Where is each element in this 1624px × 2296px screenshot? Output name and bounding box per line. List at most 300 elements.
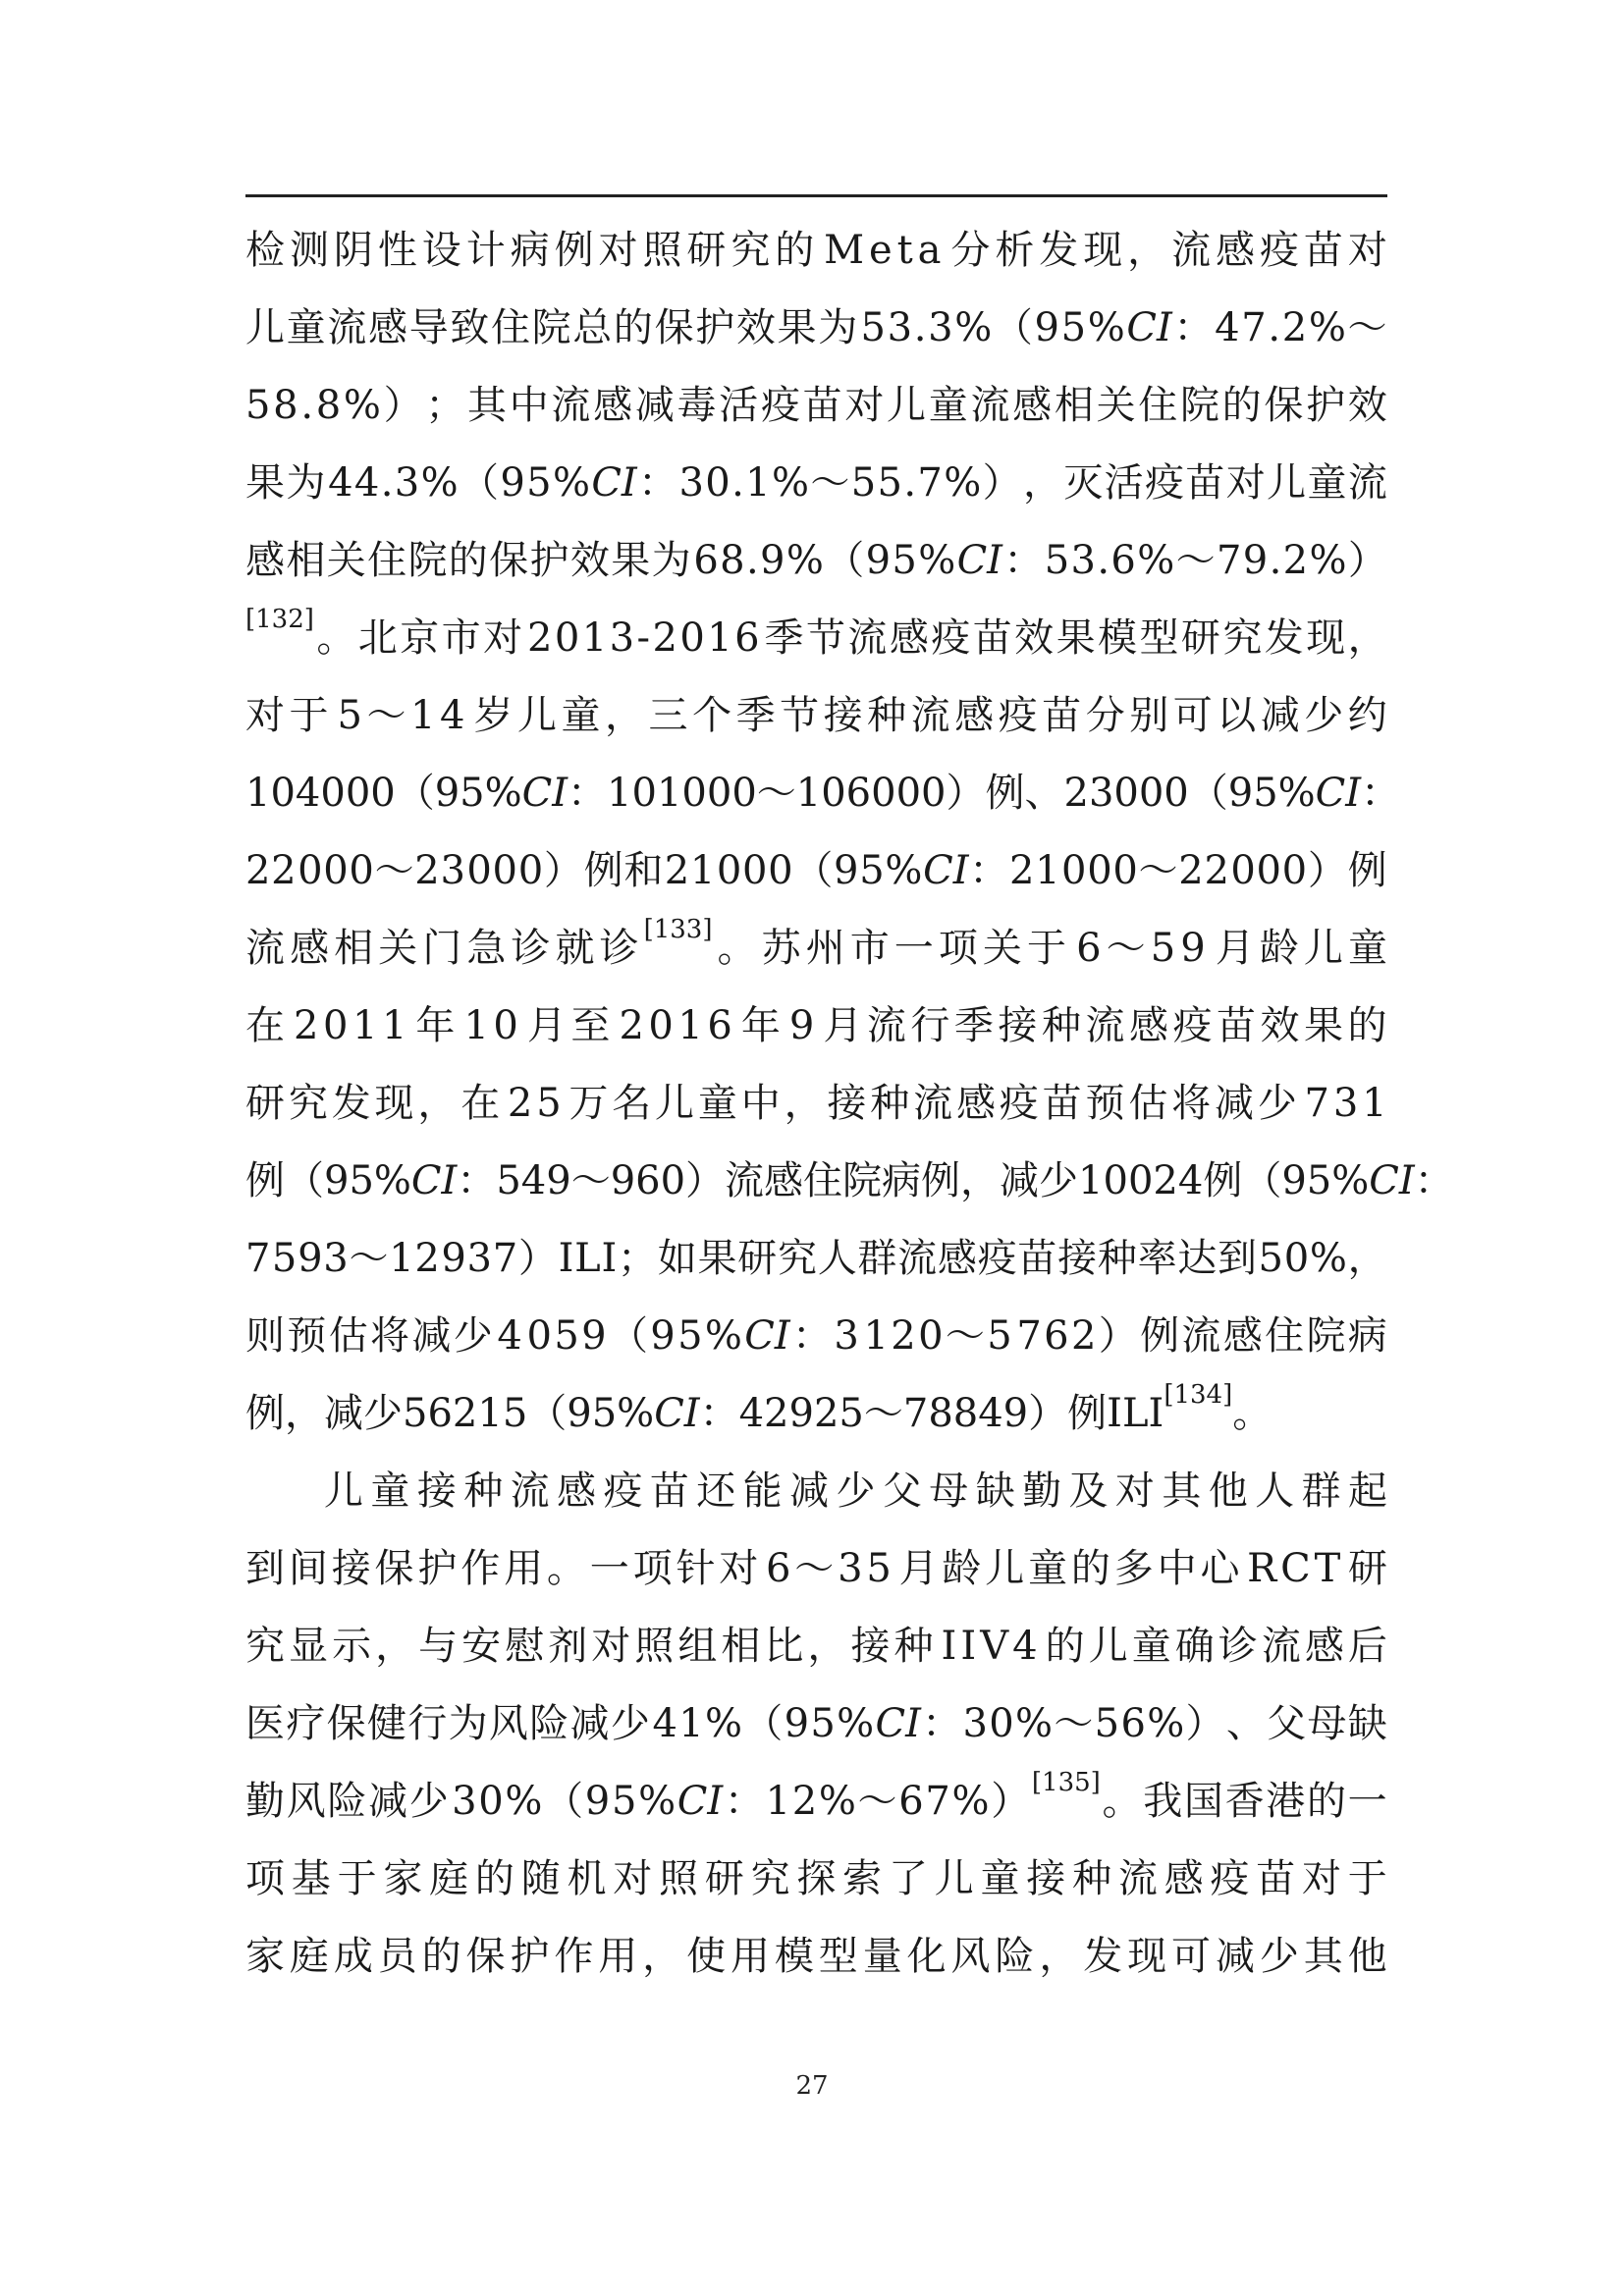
text-char: 险 [327,1779,367,1824]
text-char: 相 [286,538,326,583]
text-char: 到 [1218,1236,1258,1281]
text-char: 对 [844,383,885,428]
text-char: 的 [421,1934,461,1979]
text-char: ； [618,1236,658,1281]
text-char: 5 [1253,771,1278,816]
text-char: 果 [245,460,285,506]
text-char: 流 [913,1081,953,1126]
text-char: 随 [520,1856,561,1901]
text-char: 感 [1128,1003,1168,1048]
text-char: 9 [1242,538,1269,583]
text-char: 感 [557,1468,597,1514]
text-char: 1 [677,1003,703,1048]
text-char: 港 [1266,1779,1306,1824]
text-char: 5 [460,771,485,816]
text-char: 中 [509,383,549,428]
text-char: 儿 [985,1546,1025,1591]
text-char: 家 [383,1856,423,1901]
text-char: 6 [1110,538,1136,583]
text-char: 例 [1067,1391,1108,1436]
text-char: 住 [367,538,407,583]
citation-marker: [133] [643,915,713,944]
text-char: 0 [1061,848,1087,893]
text-char: 6 [1076,926,1102,971]
text-char: 0 [478,1779,504,1824]
text-line [245,1918,1387,1996]
text-char: 到 [245,1546,285,1591]
text-char: 2 [414,848,440,893]
text-char: 达 [1177,1236,1218,1281]
text-line [245,1841,1387,1918]
text-char: 童 [370,1468,410,1514]
text-char: 对 [1114,1468,1155,1514]
text-char: 苗 [972,615,1012,661]
text-char: 1 [678,1701,704,1746]
text-char: 了 [888,1856,928,1901]
text-char: 病 [510,228,550,273]
ci-label: CI [591,460,637,506]
text-char: 1 [607,771,632,816]
text-char: 0 [741,848,768,893]
text-char: 0 [349,848,374,893]
text-char: 1 [656,771,682,816]
text-char: 接 [827,1081,867,1126]
text-char: ～ [1106,926,1146,971]
text-char: 效 [1260,1003,1300,1048]
text-char: 减 [634,383,675,428]
text-char: （ [743,1701,784,1746]
text-char: 及 [1068,1468,1109,1514]
text-char: % [785,538,824,583]
text-char: 5 [892,538,917,583]
text-char: 北 [357,615,398,661]
text-char: 6 [898,1779,924,1824]
text-char: 于 [289,693,329,738]
text-char: 0 [679,615,705,661]
text-char: 2 [271,848,297,893]
text-char: 感 [954,693,995,738]
text-char: 疗 [286,1701,326,1746]
text-char: 儿 [324,1468,363,1514]
text-char: 少 [610,1701,650,1746]
text-line [245,1298,1387,1375]
text-char: 5 [1306,1158,1332,1203]
text-char: 项 [245,1856,285,1901]
text-char: 童 [286,305,326,350]
text-char: 龄 [942,1546,982,1591]
text-char: 导 [408,305,449,350]
text-char: 0 [320,771,346,816]
text-char: 院 [842,1158,883,1203]
text-char: % [343,383,381,428]
text-char: 3 [1070,538,1096,583]
text-char: ， [784,1081,824,1126]
text-char: 流 [970,383,1010,428]
text-char: 苗 [1042,693,1082,738]
text-char: 感 [367,305,407,350]
text-char: ） [383,383,423,428]
text-char: 1 [389,1236,414,1281]
text-char: 1 [581,615,608,661]
text-char: 预 [287,1313,327,1359]
text-char: % [944,460,982,506]
text-char: 4 [440,693,465,738]
text-char: 5 [987,1313,1012,1359]
text-char: % [954,305,993,350]
text-char: 3 [887,305,913,350]
text-char: 1 [745,460,771,506]
text-char: 苗 [1256,1856,1296,1901]
text-char: . [380,460,394,506]
text-char: 究 [288,1081,328,1126]
text-char: 接 [416,1468,457,1514]
text-char: 节 [805,615,845,661]
text-char: 少 [1257,1081,1297,1126]
text-char: 发 [1264,615,1304,661]
text-char: I [960,1624,977,1669]
text-char: 分 [950,228,991,273]
text-char: 儿 [655,1081,695,1126]
text-char: 2 [813,1391,839,1436]
text-char: 感 [955,1081,996,1126]
text-char: ： [1003,538,1044,583]
text-char: 关 [378,926,418,971]
text-char: 6 [693,538,719,583]
text-char: 如 [657,1236,697,1281]
text-char: 就 [555,926,595,971]
text-char: 少 [408,1779,449,1824]
text-char: e [869,228,893,273]
text-line [245,1375,1387,1453]
text-char: ， [1039,1934,1079,1979]
text-char: 2 [507,1081,533,1126]
text-char: 于 [337,1856,377,1901]
text-char: 感 [889,615,929,661]
text-char: 发 [1083,1934,1123,1979]
text-char: 9 [784,1701,810,1746]
text-line [245,1763,1387,1841]
text-char: 流 [245,926,285,971]
text-char: 0 [1164,771,1189,816]
text-char: 2 [619,1003,644,1048]
text-char: 0 [921,771,947,816]
text-char: 阴 [333,228,373,273]
text-char: 0 [681,771,707,816]
text-char: T [1314,1546,1341,1591]
text-char: 对 [483,615,523,661]
text-char: 7 [902,1391,929,1436]
text-char: 将 [1171,1081,1212,1126]
text-char: 儿 [1303,926,1343,971]
text-char: 苗 [802,383,842,428]
text-char: 庭 [289,1934,329,1979]
text-char: 0 [768,848,793,893]
text-line [245,677,1387,755]
text-char: ～ [1054,1701,1094,1746]
text-char: 院 [1306,1313,1346,1359]
text-char: 门 [422,926,462,971]
text-char: % [484,771,522,816]
text-char: 8 [720,538,745,583]
ci-label: CI [1369,1158,1415,1203]
text-char: 析 [995,228,1035,273]
text-char: 中 [740,1081,781,1126]
citation-marker: [132] [245,605,314,634]
text-char: 减 [324,1391,363,1436]
text-char: 流 [725,1158,765,1203]
text-char: 0 [631,771,657,816]
text-char: ， [1347,615,1387,661]
text-char: 7 [1216,538,1242,583]
text-char: （ [544,1779,584,1824]
text-char: 7 [925,1779,950,1824]
text-char: 市 [849,926,890,971]
text-char: 病 [882,1158,922,1203]
text-char: ， [375,1624,415,1669]
text-char: 流 [910,693,950,738]
text-char: 至 [570,1003,611,1048]
text-char: 3 [1088,771,1114,816]
ci-label: CI [956,538,1002,583]
text-char: 减 [789,1468,830,1514]
text-char: 5 [337,693,362,738]
text-char: ～ [857,1779,897,1824]
text-char: 设 [421,228,461,273]
text-char: 院 [407,538,448,583]
text-char: 群 [1301,1468,1341,1514]
text-char: 流 [1261,1624,1301,1669]
text-char: 5 [245,383,271,428]
text-char: 6 [707,1003,732,1048]
text-char: 9 [581,1313,607,1359]
text-char: 的 [1070,1546,1110,1591]
text-char: 少 [1304,693,1344,738]
text-char: 流 [866,1003,906,1048]
text-char: 、 [1225,1701,1266,1746]
text-char: ～ [810,460,850,506]
text-char: 能 [742,1468,783,1514]
text-char: 比 [764,1624,804,1669]
text-char: 人 [1255,1468,1295,1514]
text-char: 童 [1028,1546,1068,1591]
text-char: 儿 [1267,460,1307,506]
text-char: 疫 [998,693,1038,738]
text-char: 1 [245,771,271,816]
text-char: 9 [610,1158,636,1203]
text-char: 0 [821,771,846,816]
text-char: 4 [1215,305,1240,350]
text-char: 1 [352,1003,378,1048]
text-char: 4 [738,1391,765,1436]
text-char: % [638,1779,677,1824]
text-char: （ [793,848,834,893]
text-char: 接 [998,1003,1038,1048]
ci-label: CI [410,1158,458,1203]
text-char: 疫 [1210,1856,1250,1901]
text-char: 万 [568,1081,609,1126]
text-char: % [918,538,956,583]
text-char: 4 [497,1313,522,1359]
text-char: 0 [895,771,922,816]
text-char: 种 [1072,1856,1112,1901]
text-char: 保 [1264,383,1304,428]
text-char: 1 [410,693,436,738]
text-char: 5 [860,305,886,350]
text-char: 8 [315,383,342,428]
text-char: 少 [363,1391,403,1436]
text-char: 3 [678,460,704,506]
text-char: 月 [526,1003,567,1048]
text-char: 3 [838,1546,863,1591]
text-char: 月 [823,1003,863,1048]
text-char: 季 [953,1003,994,1048]
text-char: 约 [1347,693,1387,738]
text-char: 9 [434,771,460,816]
text-char: % [1137,538,1175,583]
text-char: 量 [862,1934,902,1979]
text-char: 0 [1087,848,1112,893]
text-char: 9 [324,1158,350,1203]
text-char: 0 [298,848,323,893]
text-char: 究 [245,1624,285,1669]
text-char: 使 [686,1934,727,1979]
text-char: 总 [572,305,613,350]
text-line [245,910,1387,988]
text-char: t [896,228,913,273]
text-char: 感 [937,1236,977,1281]
text-char: 9 [441,1236,466,1281]
text-char: 0 [660,1158,686,1203]
text-char: 0 [466,848,492,893]
text-char: 风 [950,1934,991,1979]
text-char: 少 [836,1468,876,1514]
text-char: 6 [765,1546,791,1591]
text-char: ） [982,460,1022,506]
text-char: 对 [1301,1856,1341,1901]
text-char: 国 [1183,1779,1223,1824]
text-char: % [885,848,923,893]
text-char: 市 [441,615,481,661]
text-char: 接 [823,693,863,738]
text-char: 一 [893,926,934,971]
text-char: ～ [945,1313,985,1359]
text-char: 以 [1217,693,1257,738]
text-char: 香 [1224,1779,1265,1824]
text-char: 儿 [934,1856,974,1901]
text-char: 9 [788,1003,815,1048]
text-char: 果 [1304,1003,1344,1048]
text-char: 流 [1117,1856,1158,1901]
text-char: 3 [962,1701,988,1746]
text-char: 0 [989,1701,1014,1746]
text-char: 9 [865,538,892,583]
text-char: 护 [510,1934,550,1979]
text-char: 例 [245,1391,285,1436]
text-char: 的 [1306,1779,1346,1824]
text-char: . [1269,538,1282,583]
text-char: ， [285,1391,324,1436]
text-char: ～ [794,1546,835,1591]
text-char: % [818,1779,856,1824]
body-text [245,212,1454,1996]
text-char: 灭 [1063,460,1104,506]
text-char: 医 [245,1701,285,1746]
text-char: 用 [730,1934,770,1979]
citation-marker: [134] [1164,1380,1233,1410]
text-char: 0 [648,1003,674,1048]
text-char: 7 [1016,1313,1042,1359]
text-char: 多 [1113,1546,1154,1591]
text-char: 照 [642,228,682,273]
text-char: 6 [1044,1313,1069,1359]
text-char: 中 [1157,1546,1197,1591]
text-char: 苗 [1217,1003,1256,1048]
text-char: 疫 [760,383,800,428]
text-char: 对 [1225,460,1266,506]
text-char: 童 [1131,1624,1171,1669]
text-char: 种 [893,1624,934,1669]
text-char: 感 [1216,228,1256,273]
text-char: 0 [705,460,731,506]
text-char: 父 [1267,1701,1307,1746]
text-char: 少 [453,1313,493,1359]
text-char: 1 [1035,848,1060,893]
text-char: 苗 [1185,460,1225,506]
text-char: ～ [1138,848,1178,893]
text-char: ： [724,1779,764,1824]
text-char: 感 [1304,1624,1344,1669]
text-char: 的 [613,305,653,350]
text-char: 5 [1060,305,1087,350]
text-char: 2 [452,1391,478,1436]
text-char: 0 [492,848,517,893]
text-char: 项 [632,1546,673,1591]
text-char: 流 [1171,228,1212,273]
text-char: 苗 [1303,228,1343,273]
text-char: 险 [529,1701,569,1746]
text-char: 0 [1103,1158,1128,1203]
text-char: 预 [1085,1081,1125,1126]
text-char: 于 [1026,926,1066,971]
text-char: 针 [676,1546,716,1591]
text-char: 流 [897,1236,938,1281]
text-char: 群 [857,1236,897,1281]
text-char: 感 [593,383,633,428]
text-char: 检 [245,228,285,273]
text-char: . [913,305,927,350]
text-char: 2 [1063,771,1089,816]
text-char: 保 [654,305,694,350]
text-char: 流 [510,1468,550,1514]
text-char: ～ [756,771,796,816]
text-char: 1 [795,771,822,816]
text-char: - [636,615,651,661]
text-char: M [824,228,865,273]
text-char: 州 [805,926,845,971]
text-char: 6 [845,771,872,816]
text-line [245,445,1387,522]
text-char: ～ [366,693,406,738]
text-char: 慰 [505,1624,545,1669]
text-char: 研 [704,1856,744,1901]
text-char: ： [1361,771,1401,816]
text-char: % [1277,771,1316,816]
text-char: 将 [370,1313,410,1359]
text-char: 究 [777,1236,817,1281]
text-char: 。 [717,926,757,971]
text-char: 一 [589,1546,629,1591]
text-char: 还 [696,1468,736,1514]
